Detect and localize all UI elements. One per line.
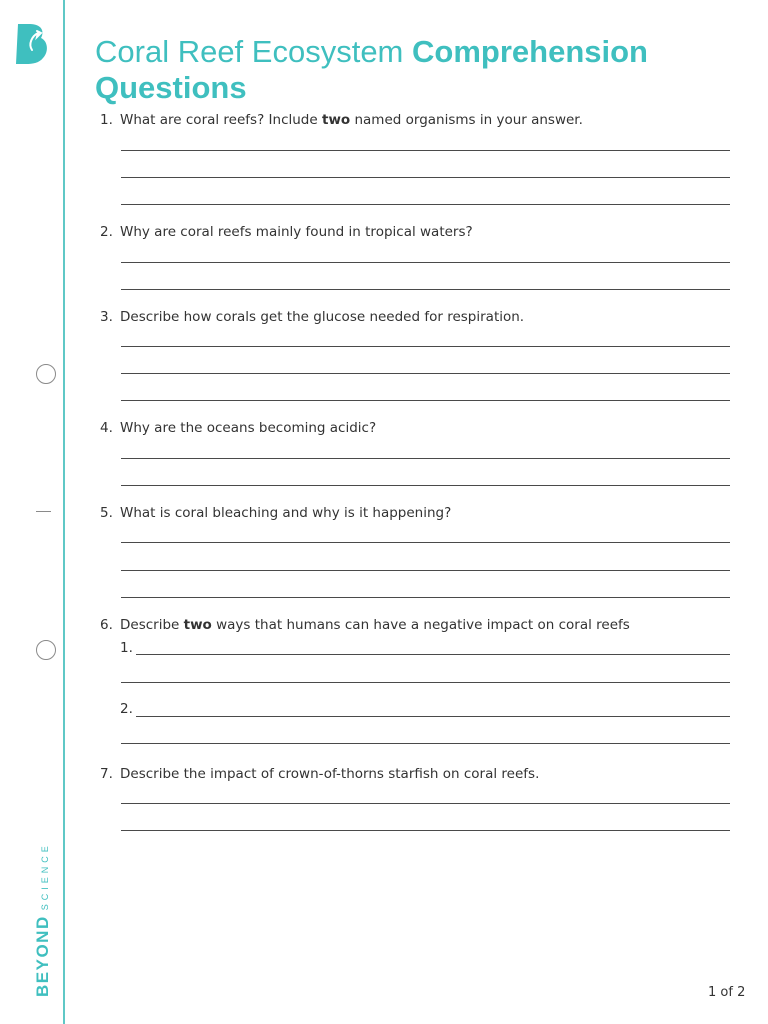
answer-line[interactable] — [121, 346, 730, 347]
page-number: 1 of 2 — [708, 985, 746, 1000]
question-text: named organisms in your answer. — [350, 112, 583, 128]
answer-line[interactable] — [121, 597, 730, 598]
question-number: 2. — [100, 224, 113, 240]
question-text: ways that humans can have a negative impact on coral reefs — [211, 617, 630, 633]
question-3 — [100, 308, 524, 326]
question-number: 4. — [100, 420, 113, 436]
answer-line[interactable] — [121, 204, 730, 205]
sub-answer-label: 2. — [120, 701, 133, 717]
question-6 — [100, 616, 630, 634]
question-number: 5. — [100, 505, 113, 521]
question-1 — [100, 111, 583, 129]
punch-hole — [36, 640, 56, 660]
question-text: Describe the impact of crown-of-thorns starfish on coral reefs. — [120, 766, 540, 782]
answer-line[interactable] — [121, 485, 730, 486]
question-text: What are coral reefs? Include — [120, 112, 322, 128]
brand-wordmark — [33, 842, 53, 997]
question-5 — [100, 504, 451, 522]
brand-word-science: SCIENCE — [40, 842, 50, 911]
question-text: Describe — [120, 617, 184, 633]
question-number: 1. — [100, 112, 113, 128]
answer-line[interactable] — [121, 682, 730, 683]
punch-hole — [36, 364, 56, 384]
question-text: Why are coral reefs mainly found in tropical waters? — [120, 224, 473, 240]
question-7 — [100, 765, 539, 783]
answer-line[interactable] — [121, 262, 730, 263]
answer-line[interactable] — [121, 803, 730, 804]
answer-line[interactable] — [121, 400, 730, 401]
question-2 — [100, 223, 473, 241]
answer-line[interactable] — [136, 716, 730, 717]
answer-line[interactable] — [121, 570, 730, 571]
brand-word-beyond: BEYOND — [33, 915, 52, 997]
fold-mark — [36, 511, 51, 512]
answer-line[interactable] — [121, 150, 730, 151]
answer-line[interactable] — [121, 542, 730, 543]
question-emphasis: two — [183, 617, 212, 633]
answer-line[interactable] — [136, 654, 730, 655]
title-bold: Comprehension Questions — [95, 34, 648, 105]
sub-answer-label: 1. — [120, 640, 133, 656]
question-emphasis: two — [321, 112, 351, 128]
question-number: 7. — [100, 766, 113, 782]
answer-line[interactable] — [121, 458, 730, 459]
question-text: Describe how corals get the glucose needed for respiration. — [120, 309, 525, 325]
answer-line[interactable] — [121, 743, 730, 744]
margin-line — [63, 0, 65, 1024]
answer-line[interactable] — [121, 289, 730, 290]
question-text: Why are the oceans becoming acidic? — [120, 420, 377, 436]
question-4 — [100, 419, 376, 437]
beyond-logo-icon — [14, 22, 50, 66]
answer-line[interactable] — [121, 177, 730, 178]
answer-line[interactable] — [121, 373, 730, 374]
question-number: 6. — [100, 617, 113, 633]
question-number: 3. — [100, 309, 113, 325]
page-title — [95, 34, 695, 106]
title-light: Coral Reef Ecosystem — [95, 34, 404, 69]
answer-line[interactable] — [121, 830, 730, 831]
question-text: What is coral bleaching and why is it happening? — [120, 505, 452, 521]
